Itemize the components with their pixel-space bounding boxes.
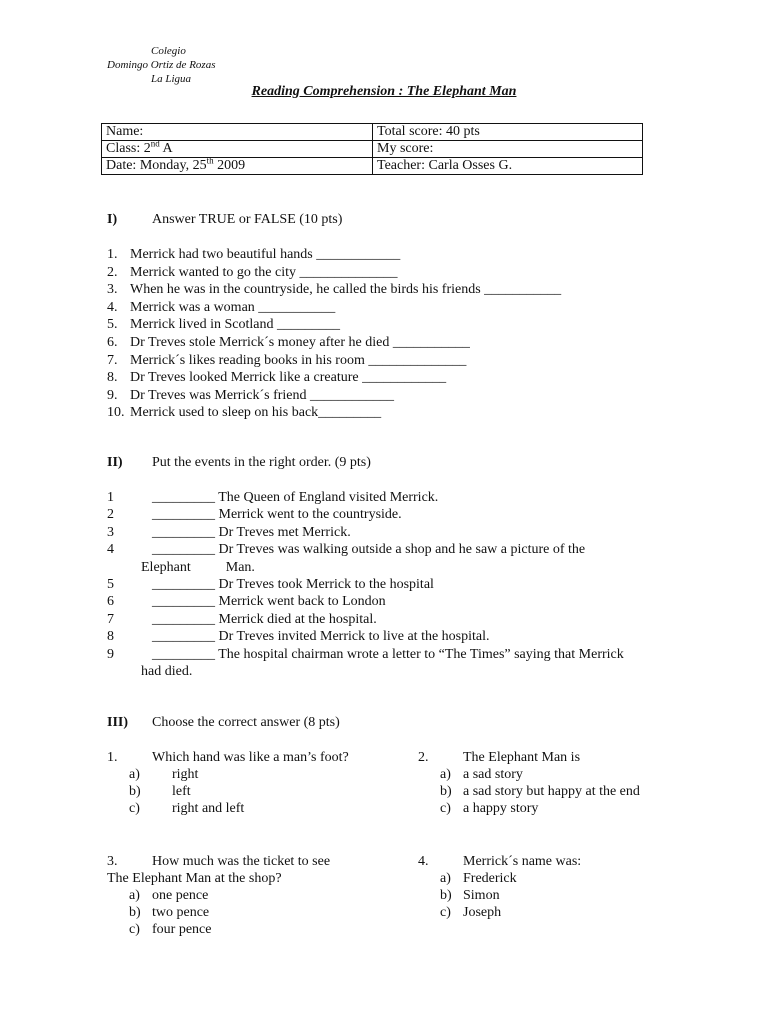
question-number: 4. [418,854,429,869]
tf-item [107,316,340,333]
order-item-text: _________ Dr Treves took Merrick to the hospital [152,577,434,592]
tf-item-text: Dr Treves looked Merrick like a creature ____________ [130,370,447,386]
order-item-text: _________ The hospital chairman wrote a letter to “The Times” saying that Merrick [152,646,624,662]
date-suffix: 2009 [213,158,246,173]
section1-title: Answer TRUE or FALSE (10 pts) [152,212,343,227]
order-item-number: 2 [107,507,114,523]
tf-item-number: 3. [107,282,118,298]
order-item-text: _________ Dr Treves invited Merrick to live at the hospital. [152,629,490,645]
tf-item-text: Merrick´s likes reading books in his room ______________ [130,352,467,368]
tf-item-number: 9. [107,387,118,403]
order-item-continuation: had died. [141,664,193,679]
tf-item-text: Merrick was a woman ___________ [130,299,336,315]
order-item [141,559,255,576]
order-item-number: 3 [107,524,114,540]
tf-item [107,281,561,298]
order-item-text: _________ The Queen of England visited Merrick. [152,490,439,505]
my-score-cell[interactable]: My score: [373,141,643,158]
tf-item [107,352,466,369]
tf-item-text: Merrick lived in Scotland _________ [130,317,340,333]
answer-option[interactable] [418,887,581,904]
option-letter: c) [129,922,140,937]
option-text: a happy story [463,801,539,816]
tf-item-text: Merrick used to sleep on his back_________ [130,405,382,421]
order-item-number: 1 [107,490,114,505]
answer-option[interactable] [107,783,349,800]
section3-heading [107,715,340,731]
tf-item-number: 2. [107,264,118,280]
order-item-number: 9 [107,646,114,662]
question-2 [418,749,640,817]
option-text: a sad story but happy at the end [463,784,640,799]
tf-item-number: 4. [107,299,118,315]
answer-option[interactable] [418,904,581,921]
option-letter: a) [129,767,140,782]
order-item-text: _________ Merrick died at the hospital. [152,611,377,627]
answer-option[interactable] [107,887,330,904]
school-header [107,44,215,86]
order-item-number: 5 [107,577,114,592]
question-stem: Merrick´s name was: [463,854,582,869]
answer-option[interactable] [107,766,349,783]
answer-option[interactable] [418,870,581,887]
question-text [107,749,349,766]
tf-item-text: When he was in the countryside, he called the birds his friends ___________ [130,282,562,298]
tf-item [107,387,394,404]
section1-heading [107,212,342,228]
option-text: Frederick [463,871,517,886]
tf-item-text: Merrick wanted to go the city ______________ [130,264,398,280]
option-letter: a) [440,767,451,782]
school-line-1: Colegio [151,45,186,57]
option-text: Joseph [463,905,502,920]
school-line-3: La Ligua [151,73,192,85]
order-item-text: _________ Dr Treves was walking outside a shop and he saw a picture of the [152,542,586,558]
order-item [107,611,377,628]
tf-item-number: 5. [107,317,118,333]
question-4 [418,853,581,921]
tf-item [107,334,470,351]
option-text: one pence [152,888,209,903]
question-text [418,749,640,766]
tf-item-text: Dr Treves was Merrick´s friend ____________ [130,387,395,403]
section2-number: II) [107,455,123,470]
student-info-table [101,123,643,175]
order-item [107,593,386,610]
order-item [107,646,624,663]
tf-item [107,369,446,386]
tf-item-number: 8. [107,370,118,386]
section1-number: I) [107,212,118,227]
option-text: Simon [463,888,500,903]
option-letter: c) [440,801,451,816]
tf-item [107,404,381,421]
order-item-text: _________ Dr Treves met Merrick. [152,524,351,540]
answer-option[interactable] [418,783,640,800]
class-sup: nd [150,138,160,149]
total-score-cell: Total score: 40 pts [373,124,643,141]
question-3 [107,853,330,938]
section2-title: Put the events in the right order. (9 pts) [152,455,371,470]
page-title: Reading Comprehension : The Elephant Man [251,84,517,99]
option-letter: a) [129,888,140,903]
order-item-continuation: Elephant Man. [141,559,255,575]
tf-item-text: Merrick had two beautiful hands ____________ [130,247,401,262]
tf-item-text: Dr Treves stole Merrick´s money after he died ___________ [130,335,470,350]
order-item-text: _________ Merrick went back to London [152,594,386,610]
answer-option[interactable] [107,800,349,817]
answer-option[interactable] [107,921,330,938]
option-letter: b) [129,905,141,920]
order-item-number: 8 [107,629,114,645]
option-text: right [172,767,199,782]
order-item [141,663,192,680]
section2-heading [107,455,371,471]
order-item [107,524,351,541]
question-stem-continued: The Elephant Man at the shop? [107,871,282,886]
option-text: a sad story [463,767,523,782]
class-cell [102,138,373,158]
answer-option[interactable] [418,766,640,783]
option-letter: b) [129,784,141,799]
section3-number: III) [107,715,129,730]
class-prefix: Class: 2 [106,141,151,156]
order-item [107,628,490,645]
tf-item-number: 1. [107,247,118,262]
order-item-number: 6 [107,594,114,610]
question-stem: The Elephant Man is [463,750,581,765]
option-text: four pence [152,922,212,937]
tf-item [107,264,398,281]
order-item [107,489,438,506]
option-text: two pence [152,905,210,920]
order-item [107,506,402,523]
tf-item-number: 10. [107,405,125,421]
answer-option[interactable] [418,800,640,817]
option-letter: a) [440,871,451,886]
option-letter: b) [440,784,452,799]
class-suffix: A [159,141,173,156]
order-item-number: 7 [107,611,114,627]
option-letter: b) [440,888,452,903]
order-item-number: 4 [107,542,114,558]
question-number: 1. [107,750,118,765]
tf-item [107,246,400,263]
date-cell [102,155,373,175]
tf-item-number: 6. [107,335,118,350]
option-letter: c) [129,801,140,816]
order-item [107,541,585,558]
option-letter: c) [440,905,451,920]
question-number: 2. [418,750,429,765]
tf-item [107,299,335,316]
order-item [107,576,434,593]
teacher-cell: Teacher: Carla Osses G. [373,158,643,175]
question-text [418,853,581,870]
name-cell[interactable]: Name: [102,124,373,141]
date-prefix: Date: Monday, 25 [106,158,207,173]
tf-item-number: 7. [107,352,118,368]
section3-title: Choose the correct answer (8 pts) [152,715,340,730]
school-line-2: Domingo Ortiz de Rozas [107,59,216,71]
date-sup: th [206,155,214,166]
order-item-text: _________ Merrick went to the countryside. [152,507,402,523]
question-number: 3. [107,854,118,869]
question-text [107,853,330,870]
option-text: right and left [172,801,245,816]
answer-option[interactable] [107,904,330,921]
question-stem: Which hand was like a man’s foot? [152,750,349,765]
option-text: left [172,784,191,799]
question-1 [107,749,349,817]
question-stem: How much was the ticket to see [152,854,331,869]
